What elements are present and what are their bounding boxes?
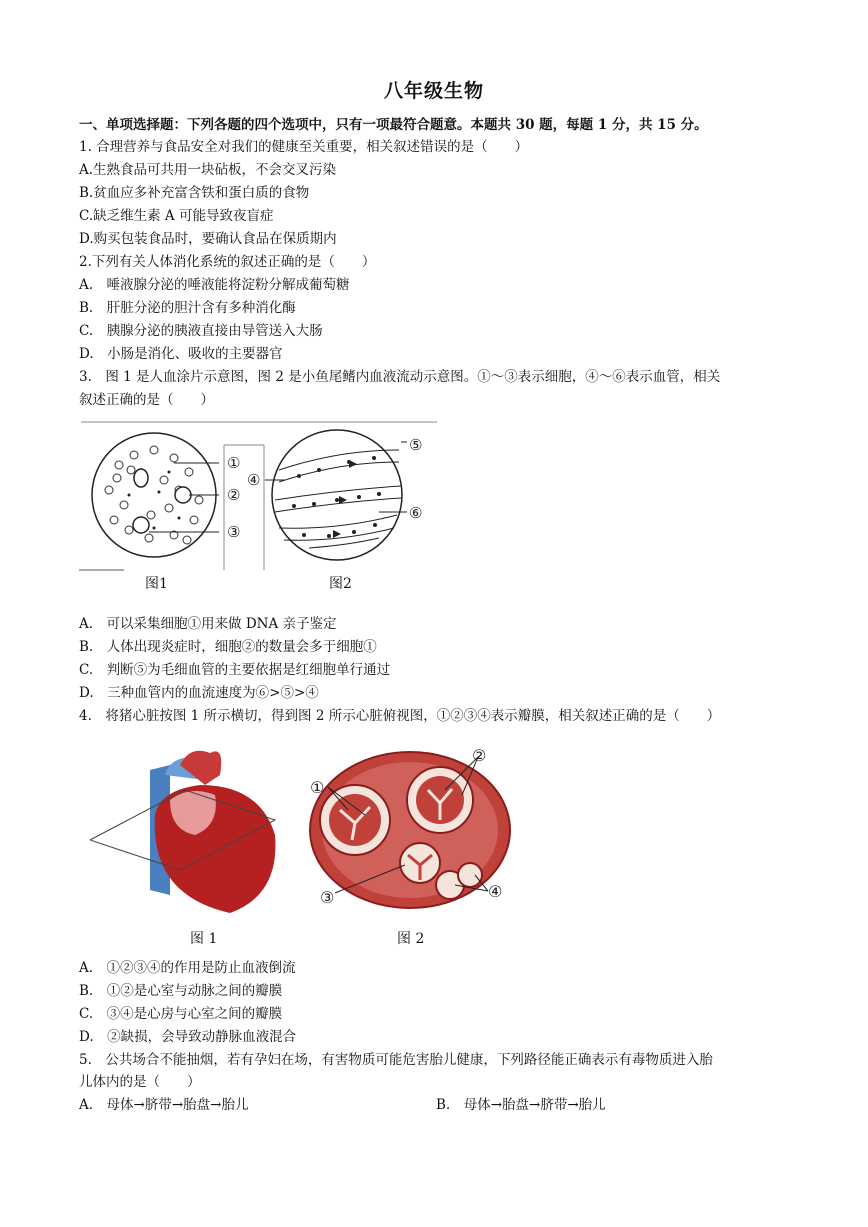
label-3: ③ bbox=[227, 523, 241, 541]
blood-smear-diagram bbox=[92, 433, 219, 557]
label-4: ④ bbox=[247, 471, 261, 489]
q3-option-d: D. 三种血管内的血流速度为⑥>⑤>④ bbox=[79, 685, 319, 701]
q5-option-a: A. 母体→脐带→胎盘→胎儿 bbox=[79, 1097, 249, 1113]
q1-option-a: A.生熟食品可共用一块砧板，不会交叉污染 bbox=[79, 162, 337, 178]
section-heading: 一、单项选择题：下列各题的四个选项中，只有一项最符合题意。本题共 30 题，每题 1 分，共 15 分。 bbox=[79, 117, 708, 133]
q1-option-b: B.贫血应多补充富含铁和蛋白质的食物 bbox=[79, 185, 310, 201]
valve-label-1: ① bbox=[310, 778, 325, 797]
q4-option-c: C. ③④是心房与心室之间的瓣膜 bbox=[79, 1006, 283, 1022]
q4-option-a: A. ①②③④的作用是防止血液倒流 bbox=[79, 960, 296, 976]
question-1-stem: 1. 合理营养与食品安全对我们的健康至关重要，相关叙述错误的是（ ） bbox=[79, 139, 529, 155]
label-5: ⑤ bbox=[409, 436, 423, 454]
q4-figure-2-caption: 图 2 bbox=[397, 931, 425, 947]
valve-label-4: ④ bbox=[488, 882, 503, 901]
question-4-stem: 4. 将猪心脏按图 1 所示横切，得到图 2 所示心脏俯视图，①②③④表示瓣膜，相关叙述正确的是（ ） bbox=[79, 708, 721, 724]
q3-option-b: B. 人体出现炎症时，细胞②的数量会多于细胞① bbox=[79, 639, 377, 655]
fish-tail-blood-flow-diagram bbox=[265, 430, 407, 560]
label-6: ⑥ bbox=[409, 504, 423, 522]
label-2: ② bbox=[227, 486, 241, 504]
label-1: ① bbox=[227, 454, 241, 472]
heart-valves-top-view bbox=[310, 752, 510, 908]
q1-option-d: D.购买包装食品时，要确认食品在保质期内 bbox=[79, 231, 337, 247]
q4-figure-1-caption: 图 1 bbox=[190, 931, 218, 947]
question-3-stem-line1: 3. 图 1 是人血涂片示意图，图 2 是小鱼尾鳍内血液流动示意图。①～③表示细胞，④～⑥表示血管，相关 bbox=[79, 369, 721, 385]
q2-option-b: B. 肝脏分泌的胆汁含有多种消化酶 bbox=[79, 300, 296, 316]
q3-figure-1-caption: 图1 bbox=[145, 576, 168, 592]
blood-figures bbox=[79, 420, 441, 590]
q3-figure-2-caption: 图2 bbox=[329, 576, 352, 592]
q4-option-b: B. ①②是心室与动脉之间的瓣膜 bbox=[79, 983, 283, 999]
q5-option-b: B. 母体→胎盘→脐带→胎儿 bbox=[436, 1097, 606, 1113]
question-2-stem: 2.下列有关人体消化系统的叙述正确的是（ ） bbox=[79, 254, 376, 270]
page-title: 八年级生物 bbox=[383, 80, 484, 102]
pig-heart-diagram bbox=[90, 751, 275, 913]
question-3-stem-line2: 叙述正确的是（ ） bbox=[79, 392, 214, 408]
question-5-stem-line2: 儿体内的是（ ） bbox=[79, 1074, 201, 1090]
q4-option-d: D. ②缺损，会导致动静脉血液混合 bbox=[79, 1029, 297, 1045]
q1-option-c: C.缺乏维生素 A 可能导致夜盲症 bbox=[79, 208, 274, 224]
q3-option-c: C. 判断⑤为毛细血管的主要依据是红细胞单行通过 bbox=[79, 662, 391, 678]
valve-label-2: ② bbox=[472, 746, 487, 765]
valve-label-3: ③ bbox=[320, 888, 335, 907]
heart-figures bbox=[90, 745, 520, 925]
question-5-stem-line1: 5. 公共场合不能抽烟，若有孕妇在场，有害物质可能危害胎儿健康，下列路径能正确表示有毒物质进入胎 bbox=[79, 1052, 713, 1068]
q2-option-d: D. 小肠是消化、吸收的主要器官 bbox=[79, 346, 283, 362]
q2-option-c: C. 胰腺分泌的胰液直接由导管送入大肠 bbox=[79, 323, 323, 339]
q2-option-a: A. 唾液腺分泌的唾液能将淀粉分解成葡萄糖 bbox=[79, 277, 350, 293]
q3-option-a: A. 可以采集细胞①用来做 DNA 亲子鉴定 bbox=[79, 616, 337, 632]
